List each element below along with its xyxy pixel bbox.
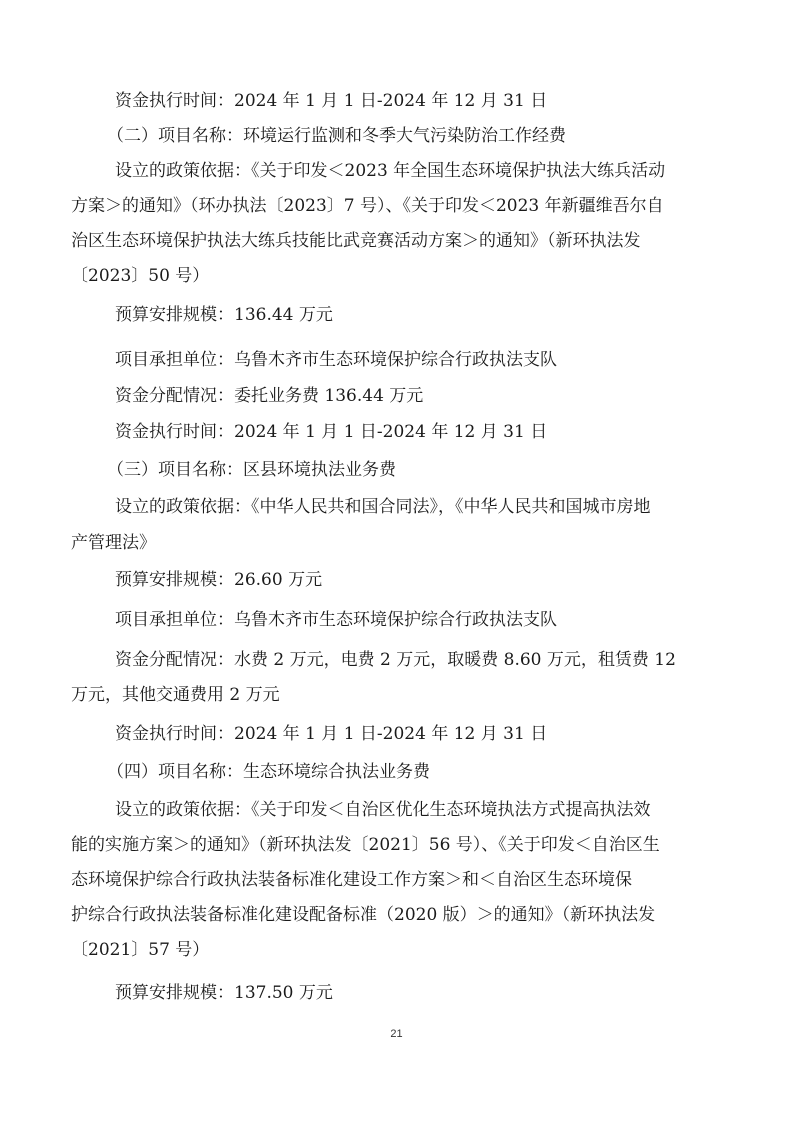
- text-line: 设立的政策依据：《关于印发＜自治区优化生态环境执法方式提高执法效: [115, 800, 651, 820]
- text-line: 方案＞的通知》（环办执法〔2023〕7 号）、《关于印发＜2023 年新疆维吾尔自: [71, 196, 664, 216]
- text-line: 项目承担单位：乌鲁木齐市生态环境保护综合行政执法支队: [115, 610, 557, 630]
- page-number: 21: [390, 1028, 403, 1040]
- text-line: 预算安排规模：136.44 万元: [115, 305, 333, 325]
- text-line: 资金分配情况：委托业务费 136.44 万元: [115, 386, 424, 406]
- text-line: 项目承担单位：乌鲁木齐市生态环境保护综合行政执法支队: [115, 350, 557, 370]
- text-line: 〔2021〕57 号）: [71, 940, 210, 960]
- text-line: 治区生态环境保护执法大练兵技能比武竞赛活动方案＞的通知》（新环执法发: [71, 231, 641, 251]
- section-heading: （三）项目名称：区县环境执法业务费: [107, 460, 396, 480]
- text-line: 设立的政策依据：《中华人民共和国合同法》，《中华人民共和国城市房地: [115, 497, 651, 517]
- text-line: 万元，其他交通费用 2 万元: [71, 685, 280, 705]
- text-line: 资金执行时间：2024 年 1 月 1 日-2024 年 12 月 31 日: [115, 91, 548, 111]
- text-line: 〔2023〕50 号）: [71, 266, 210, 286]
- text-line: 资金执行时间：2024 年 1 月 1 日-2024 年 12 月 31 日: [115, 422, 548, 442]
- text-line: 产管理法》: [71, 533, 156, 553]
- text-line: 资金执行时间：2024 年 1 月 1 日-2024 年 12 月 31 日: [115, 724, 548, 744]
- text-line: 能的实施方案＞的通知》（新环执法发〔2021〕56 号）、《关于印发＜自治区生: [71, 835, 660, 855]
- section-heading: （二）项目名称：环境运行监测和冬季大气污染防治工作经费: [107, 126, 566, 146]
- text-line: 预算安排规模：137.50 万元: [115, 983, 333, 1003]
- text-line: 态环境保护综合行政执法装备标准化建设工作方案＞和＜自治区生态环境保: [71, 870, 632, 890]
- text-line: 护综合行政执法装备标准化建设配备标准（2020 版）＞的通知》（新环执法发: [71, 905, 656, 925]
- text-line: 预算安排规模：26.60 万元: [115, 570, 323, 590]
- section-heading: （四）项目名称：生态环境综合执法业务费: [107, 762, 430, 782]
- text-line: 设立的政策依据：《关于印发＜2023 年全国生态环境保护执法大练兵活动: [115, 161, 666, 181]
- text-line: 资金分配情况：水费 2 万元，电费 2 万元，取暖费 8.60 万元，租赁费 12: [115, 650, 676, 670]
